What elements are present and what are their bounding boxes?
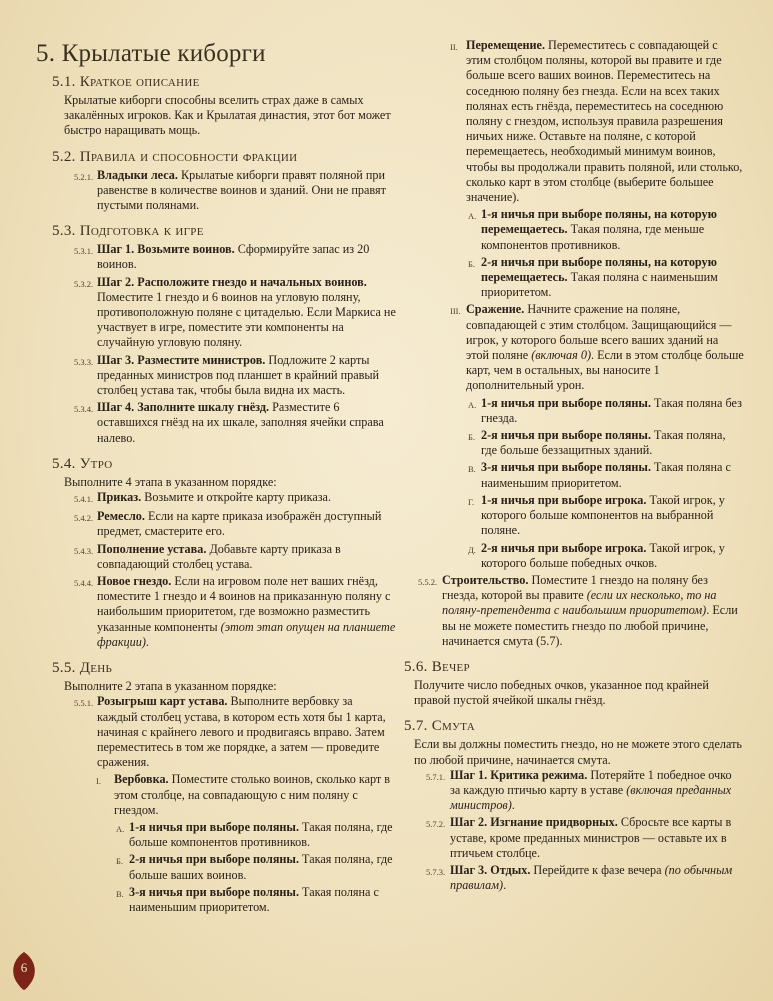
list-item: 5.5.2. Строительство. Поместите 1 гнездо на поляну без гнезда, которой вы правите (если их несколько, то на поляну-претендента с наибольшим приоритетом). Если вы не можете поместить гнездо по любой причине, начинается смута (5.7).: [418, 572, 738, 648]
section-heading-5-4: 5.4. Утро: [52, 455, 113, 472]
list-item: 5.4.4. Новое гнездо. Если на игровом поле нет ваших гнёзд, поместите 1 гнездо и 4 воинов на приказанную поляну с наибольшим приоритетом, где возможно разместить указанные компоненты (этот этап опущен на планшете фракции).: [74, 574, 396, 649]
list-item: III. Сражение. Начните сражение на поляне, совпадающей с этим столбцом. Защищающийся — игрок, у которого больше всего ваших зданий на этой поляне (включая 0). Если в этом столбце больше карт, чем в остальных, вы наносите 1 дополнительный урон.: [450, 302, 744, 393]
list-item: А. 1-я ничья при выборе поляны. Такая поляна без гнезда.: [468, 395, 742, 425]
section-heading-5-5: 5.5. День: [52, 660, 113, 677]
list-item: Б. 2-я ничья при выборе поляны. Такая поляна, где больше ваших воинов.: [116, 852, 393, 882]
section-intro-5-4: Выполните 4 этапа в указанном порядке:: [64, 474, 277, 489]
list-item: 5.3.2. Шаг 2. Расположите гнездо и начальных воинов. Поместите 1 гнездо и 6 воинов на угловую поляну, противоположную поляне с цитаделью. Если Маркиса не участвует в игре, поместите эти компоненты на случайную угловую поляну.: [74, 274, 396, 350]
section-intro-5-5: Выполните 2 этапа в указанном порядке:: [64, 679, 277, 694]
list-item: 5.2.1. Владыки леса. Крылатые киборги правят поляной при равенстве в количестве воинов и зданий. Они не правят пустыми полянами.: [74, 167, 386, 213]
list-item: 5.5.1. Розыгрыш карт устава. Выполните вербовку за каждый столбец устава, в котором есть хотя бы 1 карта, начиная с крайнего левого и продвигаясь вправо. Затем переместитесь в том же порядке, а затем — проведите сражения.: [74, 694, 386, 770]
list-item: 5.7.2. Шаг 2. Изгнание придворных. Сбросьте все карты в уставе, кроме преданных министров — оставьте их в птичьем столбце.: [426, 815, 732, 860]
list-item: II. Перемещение. Переместитесь с совпадающей с этим столбцом поляны, которой вы правите и где больше всего ваших воинов. Переместитесь на соседнюю поляну без гнезда. Если на всех таких полянах есть гнёзда, переместитесь на соседнюю поляну с гнездом, используя правила разрешения ничьих ниже. Оставьте на поляне, с которой перемещаетесь, необходимый минимум воинов, чтобы вы продолжали править поляной, или столько, сколько карт в этом столбце (выберите большее значение).: [450, 38, 743, 205]
section-text-5-6: Получите число победных очков, указанное под крайней правой пустой ячейкой шкалы гнёзд.: [414, 677, 709, 708]
left-column: [36, 40, 396, 917]
list-item: Д. 2-я ничья при выборе игрока. Такой игрок, у которого больше победных очков.: [468, 540, 725, 570]
section-text-5-1: Крылатые киборги способны вселить страх даже в самых закалённых игроков. Как и Крылатая династия, этот бот может быстро наращивать мощь.: [64, 93, 391, 138]
page-number-badge: [10, 952, 38, 990]
list-item: 5.3.3. Шаг 3. Разместите министров. Подложите 2 карты преданных министров под планшет в крайний правый столбец устава так, чтобы была видна их масть.: [74, 352, 380, 398]
list-item: 5.3.4. Шаг 4. Заполните шкалу гнёзд. Разместите 6 оставшихся гнёзд на их шкале, заполняя ячейки справа налево.: [74, 400, 384, 445]
page-title: 5. Крылатые киборги: [36, 40, 266, 67]
list-item: В. 3-я ничья при выборе поляны. Такая поляна с наименьшим приоритетом.: [468, 460, 731, 490]
page-number: 6: [20, 960, 28, 975]
section-heading-5-7: 5.7. Смута: [404, 718, 475, 735]
right-column: [404, 38, 744, 895]
list-item: 5.7.1. Шаг 1. Критика режима. Потеряйте 1 победное очко за каждую птичью карту в уставе (включая преданных министров).: [426, 767, 732, 813]
list-item: 5.3.1. Шаг 1. Возьмите воинов. Сформируйте запас из 20 воинов.: [74, 242, 370, 272]
list-item: Г. 1-я ничья при выборе игрока. Такой игрок, у которого больше компонентов на выбранной поляне.: [468, 492, 725, 538]
list-item: Б. 2-я ничья при выборе поляны, на которую перемещаетесь. Такая поляна с наименьшим приоритетом.: [468, 254, 718, 300]
list-item: А. 1-я ничья при выборе поляны. Такая поляна, где больше компонентов противников.: [116, 819, 393, 850]
section-heading-5-2: 5.2. Правила и способности фракции: [52, 148, 298, 165]
section-heading-5-1: 5.1. Краткое описание: [52, 74, 200, 90]
list-item: В. 3-я ничья при выборе поляны. Такая поляна с наименьшим приоритетом.: [116, 884, 379, 914]
section-heading-5-3: 5.3. Подготовка к игре: [52, 223, 204, 240]
list-item: 5.7.3. Шаг 3. Отдых. Перейдите к фазе вечера (по обычным правилам).: [426, 862, 733, 893]
list-item: Б. 2-я ничья при выборе поляны. Такая поляна, где больше беззащитных зданий.: [468, 428, 726, 458]
list-item: А. 1-я ничья при выборе поляны, на которую перемещаетесь. Такая поляна, где меньше компонентов противников.: [468, 207, 717, 252]
list-item: 5.4.1. Приказ. Возьмите и откройте карту приказа.: [74, 490, 331, 505]
section-intro-5-7: Если вы должны поместить гнездо, но не можете этого сделать по любой причине, начинается смута.: [414, 737, 742, 767]
list-item: 5.4.2. Ремесло. Если на карте приказа изображён доступный предмет, смастерите его.: [74, 509, 382, 539]
list-item: I. Вербовка. Поместите столько воинов, сколько карт в этом столбце, на совпадающую с ним поляну с гнездом.: [96, 772, 391, 817]
list-item: 5.4.3. Пополнение устава. Добавьте карту приказа в совпадающий столбец устава.: [74, 541, 341, 571]
section-heading-5-6: 5.6. Вечер: [404, 658, 470, 675]
